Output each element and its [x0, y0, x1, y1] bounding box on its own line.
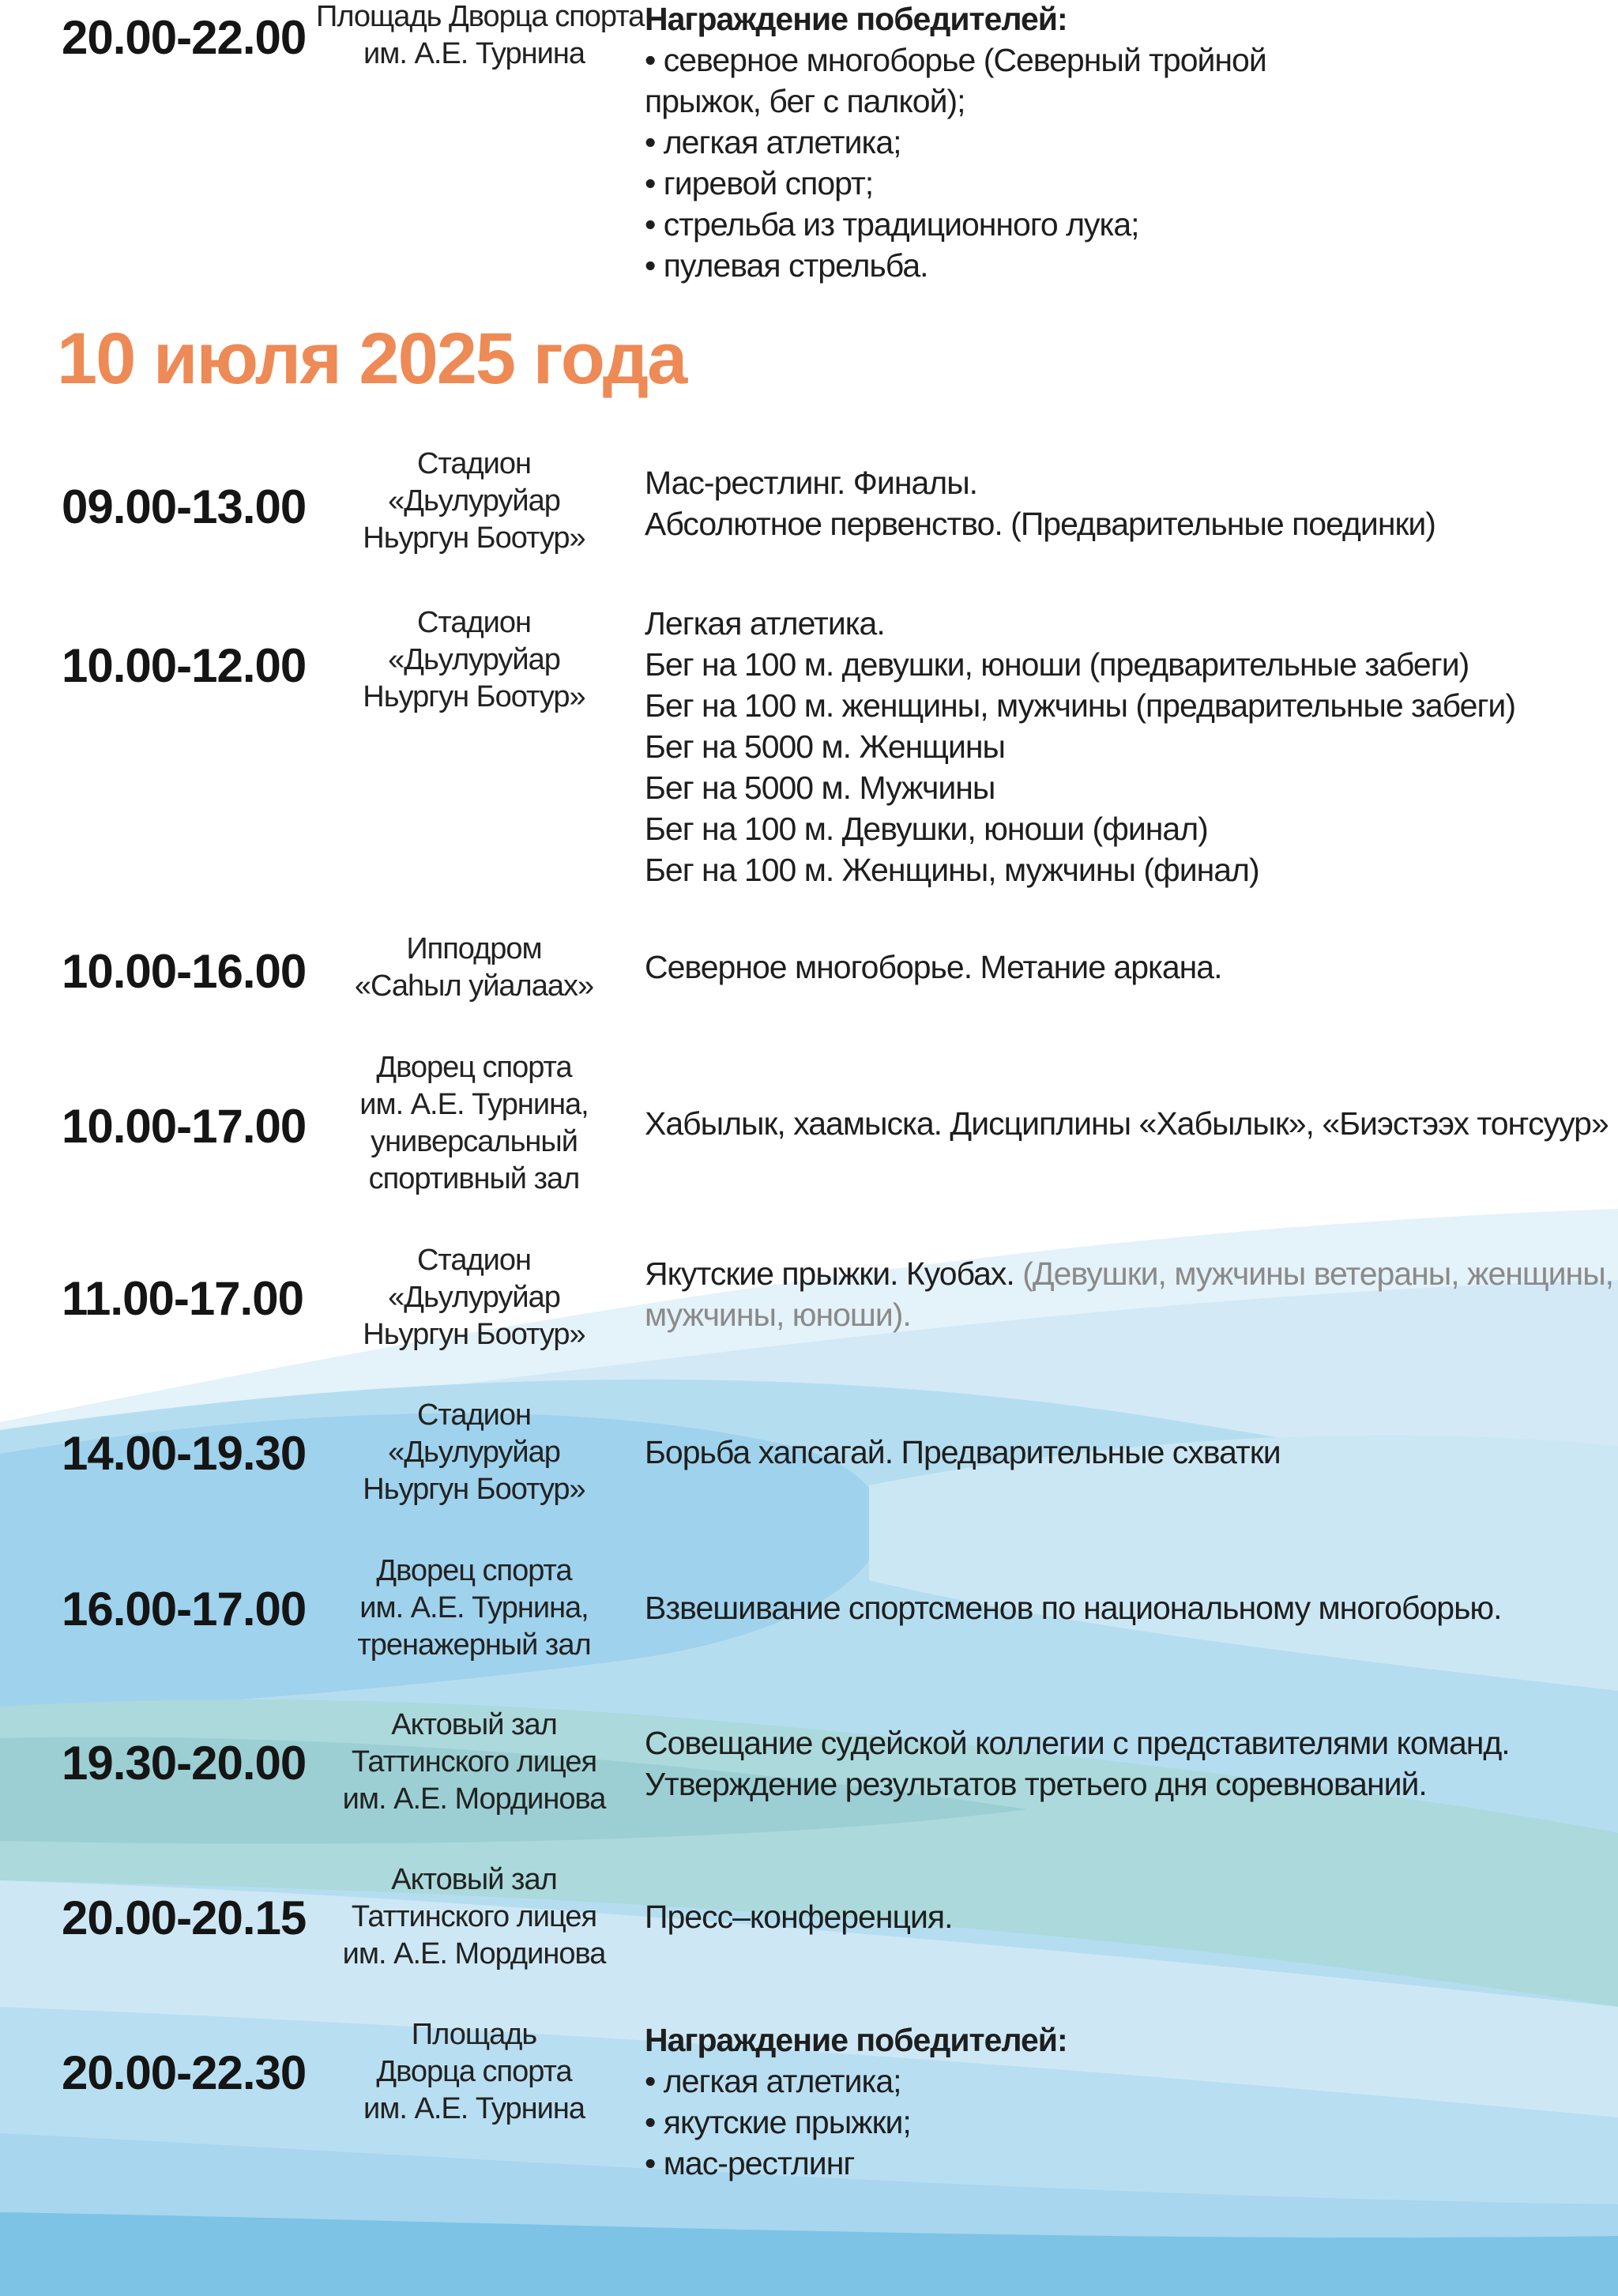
- event-line: Утверждение результатов третьего дня соревнований.: [645, 1766, 1427, 1802]
- venue-line: Площадь Дворца спорта: [316, 0, 645, 33]
- venue-line: Ньургун Боотур»: [363, 1318, 585, 1351]
- event-description: [645, 1253, 1614, 1335]
- event-venue: [316, 2016, 632, 2128]
- venue-line: Актовый зал: [391, 1708, 557, 1741]
- event-time: 19.30-20.00: [62, 1737, 307, 1790]
- event-venue: [316, 0, 645, 73]
- venue-line: Дворца спорта: [376, 2055, 572, 2088]
- event-line: • гиревой спорт;: [645, 165, 874, 201]
- event-time: 14.00-19.30: [62, 1427, 307, 1480]
- event-main-text: Якутские прыжки. Куобах.: [645, 1255, 1023, 1292]
- event-line: Борьба хапсагай. Предварительные схватки: [645, 1434, 1281, 1470]
- venue-line: им. А.Е. Турнина,: [359, 1591, 589, 1624]
- event-muted-text: (Девушки, мужчины ветераны, женщины,: [1022, 1255, 1614, 1292]
- event-line: Совещание судейской коллегии с представителями команд.: [645, 1725, 1510, 1761]
- venue-line: «Саһыл уйалаах»: [354, 969, 594, 1003]
- venue-line: «Дьулуруйар: [388, 484, 560, 518]
- venue-line: Ньургун Боотур»: [363, 521, 585, 555]
- event-description: [645, 603, 1593, 890]
- event-line: • северное многоборье (Северный тройной: [645, 42, 1266, 78]
- event-description: [645, 462, 1593, 544]
- venue-line: Дворец спорта: [376, 1051, 572, 1084]
- event-venue: [316, 1242, 632, 1353]
- event-line: Северное многоборье. Метание аркана.: [645, 949, 1222, 985]
- venue-line: Площадь: [411, 2018, 537, 2051]
- event-line: Хабылык, хаамыска. Дисциплины «Хабылык», «Биэстээх тоҥсуур»: [645, 1105, 1609, 1142]
- event-time: 10.00-12.00: [62, 639, 307, 692]
- event-time: 10.00-16.00: [62, 945, 307, 998]
- venue-line: им. А.Е. Турнина: [363, 2092, 585, 2125]
- venue-line: Таттинского лицея: [351, 1745, 597, 1778]
- event-venue: [316, 1707, 632, 1818]
- event-line: • легкая атлетика;: [645, 2063, 901, 2099]
- event-line: • мас-рестлинг: [645, 2145, 855, 2181]
- venue-line: им. А.Е. Мординова: [342, 1782, 606, 1816]
- event-description: [645, 1722, 1593, 1805]
- venue-line: им. А.Е. Турнина,: [359, 1088, 589, 1121]
- event-time: 10.00-17.00: [62, 1100, 307, 1153]
- event-line: прыжок, бег с палкой);: [645, 83, 965, 119]
- venue-line: «Дьулуруйар: [388, 1281, 560, 1314]
- event-time: 20.00-22.30: [62, 2046, 307, 2099]
- event-description: [645, 1587, 1593, 1628]
- event-line: Бег на 100 м. девушки, юноши (предварительные забеги): [645, 646, 1469, 683]
- venue-line: Стадион: [416, 447, 532, 480]
- event-line: Бег на 100 м. Женщины, мужчины (финал): [645, 852, 1259, 888]
- venue-line: тренажерный зал: [357, 1628, 591, 1662]
- venue-line: спортивный зал: [368, 1162, 580, 1195]
- event-description: [645, 2019, 1593, 2184]
- event-time: 11.00-17.00: [62, 1272, 303, 1325]
- event-description: [645, 1896, 1593, 1937]
- event-muted-text: мужчины, юноши).: [645, 1297, 911, 1333]
- event-venue: [316, 1861, 632, 1973]
- event-time: 20.00-20.15: [62, 1891, 307, 1944]
- day-title: 10 июля 2025 года: [57, 318, 687, 399]
- event-time: 16.00-17.00: [62, 1583, 307, 1635]
- event-line: Абсолютное первенство. (Предварительные поединки): [645, 506, 1436, 542]
- venue-line: им. А.Е. Мординова: [342, 1937, 606, 1970]
- event-line: Бег на 5000 м. Женщины: [645, 728, 1006, 765]
- venue-line: Ньургун Боотур»: [363, 680, 585, 713]
- event-venue: [316, 1049, 632, 1198]
- event-venue: [316, 1397, 632, 1508]
- event-heading: Награждение победителей:: [645, 1, 1067, 37]
- venue-line: «Дьулуруйар: [388, 1436, 560, 1469]
- event-description: [645, 1103, 1609, 1144]
- event-description: [645, 0, 1593, 286]
- venue-line: Стадион: [416, 1398, 532, 1432]
- venue-line: Дворец спорта: [376, 1554, 572, 1587]
- venue-line: универсальный: [371, 1125, 578, 1158]
- venue-line: Стадион: [416, 1244, 532, 1277]
- event-line: Бег на 100 м. женщины, мужчины (предварительные забеги): [645, 687, 1515, 724]
- event-venue: [316, 1553, 632, 1664]
- event-venue: [316, 446, 632, 557]
- event-time: 09.00-13.00: [62, 480, 307, 533]
- event-line: Мас-рестлинг. Финалы.: [645, 465, 978, 501]
- event-line: Бег на 100 м. Девушки, юноши (финал): [645, 811, 1208, 847]
- venue-line: Стадион: [416, 606, 532, 639]
- event-venue: [316, 931, 632, 1005]
- event-time: 20.00-22.00: [62, 11, 307, 64]
- event-description: [645, 947, 1593, 988]
- event-line: Пресс–конференция.: [645, 1899, 953, 1935]
- venue-line: Таттинского лицея: [351, 1900, 597, 1933]
- event-line: • легкая атлетика;: [645, 124, 901, 160]
- event-line: • пулевая стрельба.: [645, 247, 928, 284]
- event-heading: Награждение победителей:: [645, 2022, 1067, 2058]
- venue-line: Ньургун Боотур»: [363, 1473, 585, 1506]
- event-line: Взвешивание спортсменов по национальному многоборью.: [645, 1590, 1502, 1626]
- event-line: • якутские прыжки;: [645, 2104, 911, 2140]
- event-line: Бег на 5000 м. Мужчины: [645, 770, 995, 806]
- event-description: [645, 1432, 1593, 1473]
- event-venue: [316, 604, 632, 716]
- event-line: Легкая атлетика.: [645, 605, 885, 642]
- event-line: • стрельба из традиционного лука;: [645, 206, 1139, 243]
- event-line: [645, 1253, 1614, 1294]
- venue-line: Актовый зал: [391, 1863, 557, 1896]
- venue-line: Ипподром: [406, 932, 542, 965]
- venue-line: им. А.Е. Турнина: [363, 37, 585, 70]
- venue-line: «Дьулуруйар: [388, 643, 560, 676]
